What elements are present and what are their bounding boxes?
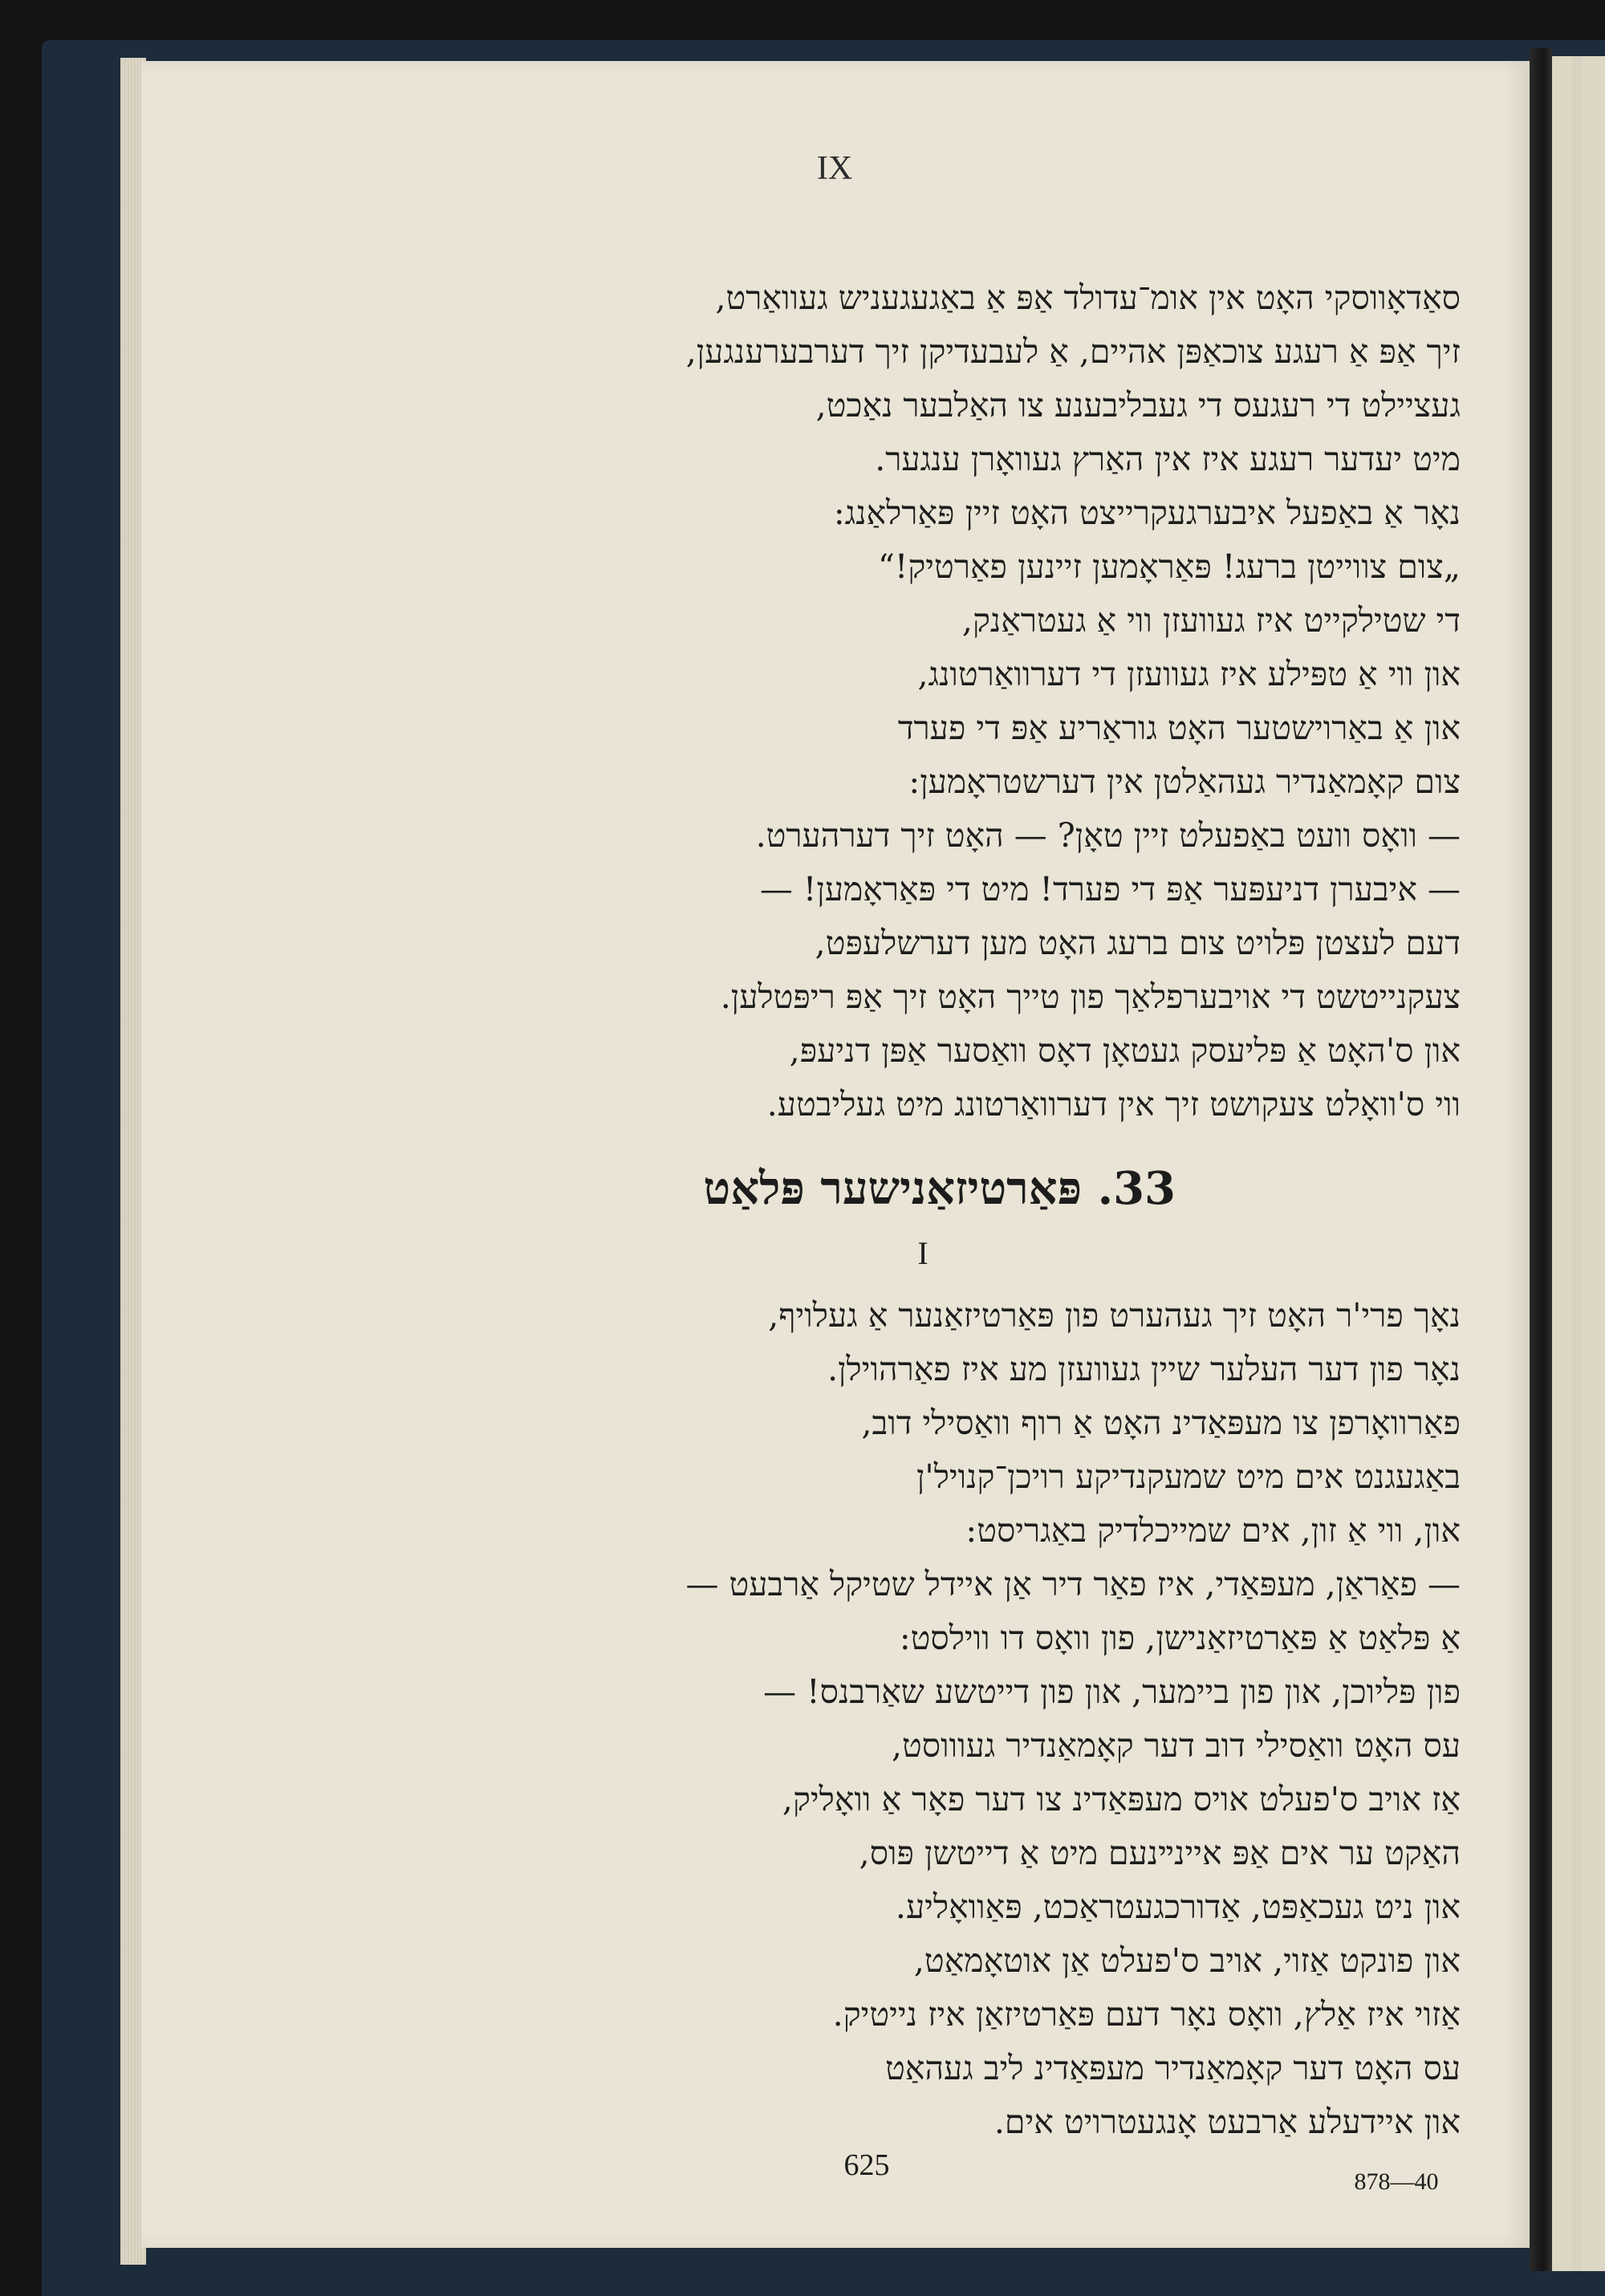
verse-line: נאָר פון דער העלער שיין געוועזן מע איז פאַרהוילן. — [827, 1350, 1461, 1388]
verse-line: און איידעלע אַרבעט אָנגעטרויט אים. — [993, 2103, 1461, 2141]
verse-line: עס האָט וואַסילי דוב דער קאָמאַנדיר געוווסט, — [891, 1726, 1461, 1765]
verse-line: אַז אויב ס'פעלט אויס מעפּאַדינ צו דער פאָר אַ וואָליק, — [782, 1780, 1461, 1819]
book-gutter — [1530, 48, 1552, 2271]
verse-line: אַ פּלאַט אַ פּאַרטיזאַנישן, פון וואָס דו ווילסט: — [899, 1619, 1461, 1657]
verse-line: און אַ באַרוישטער האָט גוראַריע אַפּ די פערד — [897, 709, 1461, 747]
folio-roman-numeral: IX — [816, 150, 853, 187]
verse-line: און ניט געכאַפּט, אַדורכגעטראַכט, פּאַוואָליע. — [895, 1888, 1461, 1926]
verse-line: נאָך פרי'ר האָט זיך געהערט פון פּאַרטיזאַנער אַ געלויף, — [768, 1296, 1461, 1335]
verse-line: ווי ס'וואָלט צעקושט זיך אין דערוואַרטונג מיט געליבטע. — [766, 1085, 1461, 1124]
verse-line: — פאַראַן, מעפּאַדי, איז פאַר דיר אַן איידל שטיקל אַרבעט — — [685, 1565, 1461, 1603]
verse-line: עס האָט דער קאָמאַנדיר מעפּאַדינ ליב געהאַט — [885, 2049, 1461, 2087]
verse-line: האַקט ער אים אַפּ איינײנעם מיט אַ דייטשן פּוס, — [859, 1834, 1461, 1872]
verse-line: — איבערן דניעפּער אַפּ די פערד! מיט די פּאַראָמען! — — [759, 870, 1461, 908]
page-text — [141, 61, 1530, 2248]
verse-line: — וואָס וועט באַפעלט זיין טאָן? — האָט זיך דערהערט. — [755, 816, 1461, 855]
printer-signature: 878—40 — [1354, 2168, 1439, 2195]
verse-line: „צום צווייטן ברעג! פּאַראָמען זיינען פאַרטיק!“ — [877, 547, 1461, 586]
verse-line: נאָר אַ באַפעל איבערגעקרייצט האָט זיין פּאַרלאַנג: — [833, 494, 1461, 532]
verse-line: און פונקט אַזוי, אויב ס'פעלט אַן אוטאָמאַט, — [913, 1941, 1461, 1980]
verse-line: זיך אַפּ אַ רעגע צוכאַפּן אהיים, אַ לעבעדיקן זיך דערבערענגען, — [685, 332, 1461, 371]
verse-line: צעקנייטשט די אויבערפלאַך פון טייך האָט זיך אַפּ ריפּטלען. — [720, 977, 1461, 1016]
verse-line: און ווי אַ טפּילע איז געוועזן די דערוואַרטונג, — [917, 655, 1461, 693]
chapter-title: 33. פּאַרטיזאַנישער פּלאַט — [703, 1162, 1176, 1215]
verse-line: אַזוי איז אַלץ, וואָס נאָר דעם פּאַרטיזאַן איז נייטיק. — [832, 1995, 1461, 2034]
page-number: 625 — [843, 2148, 890, 2182]
poem-continued — [241, 271, 1461, 1132]
verse-line: פאַרוואָרפן צו מעפּאַדינ האָט אַ רוף וואַסילי דוב, — [861, 1404, 1461, 1442]
verse-line: סאַדאָווסקי האָט אין אומ־עדולד אַפּ אַ באַגעגעניש געוואַרט, — [715, 278, 1461, 317]
verse-line: און, ווי אַ זון, אים שמייכלדיק באַגריסט: — [965, 1511, 1461, 1550]
section-number: I — [917, 1235, 928, 1271]
book-page — [141, 61, 1530, 2248]
verse-line: און ס'האָט אַ פּליעסק געטאָן דאָס וואַסער אַפּן דניעפּ, — [789, 1031, 1461, 1070]
verse-line: באַגעגנט אים מיט שמעקנדיקע רויכן־קנויל'ן — [916, 1457, 1461, 1496]
chapter-poem — [241, 1289, 1461, 2149]
verse-line: מיט יעדער רעגע איז אין האַרץ געוואָרן ענגער. — [875, 440, 1461, 478]
verse-line: די שטילקייט איז געוועזן ווי אַ געטראַנק, — [961, 601, 1461, 640]
facing-page-stack — [1573, 56, 1581, 2271]
verse-line: געציילט די רעגעס די געבליבענע צו האַלבער נאַכט, — [815, 386, 1461, 425]
verse-line: פון פּליוכן, און פון ביימער, און פון דייטשע שאַרבנס! — — [763, 1672, 1461, 1711]
verse-line: דעם לעצטן פּלויט צום ברעג האָט מען דערשלעפּט, — [815, 924, 1461, 962]
verse-line: צום קאָמאַנדיר געהאַלטן אין דערשטראָמען: — [908, 762, 1461, 801]
